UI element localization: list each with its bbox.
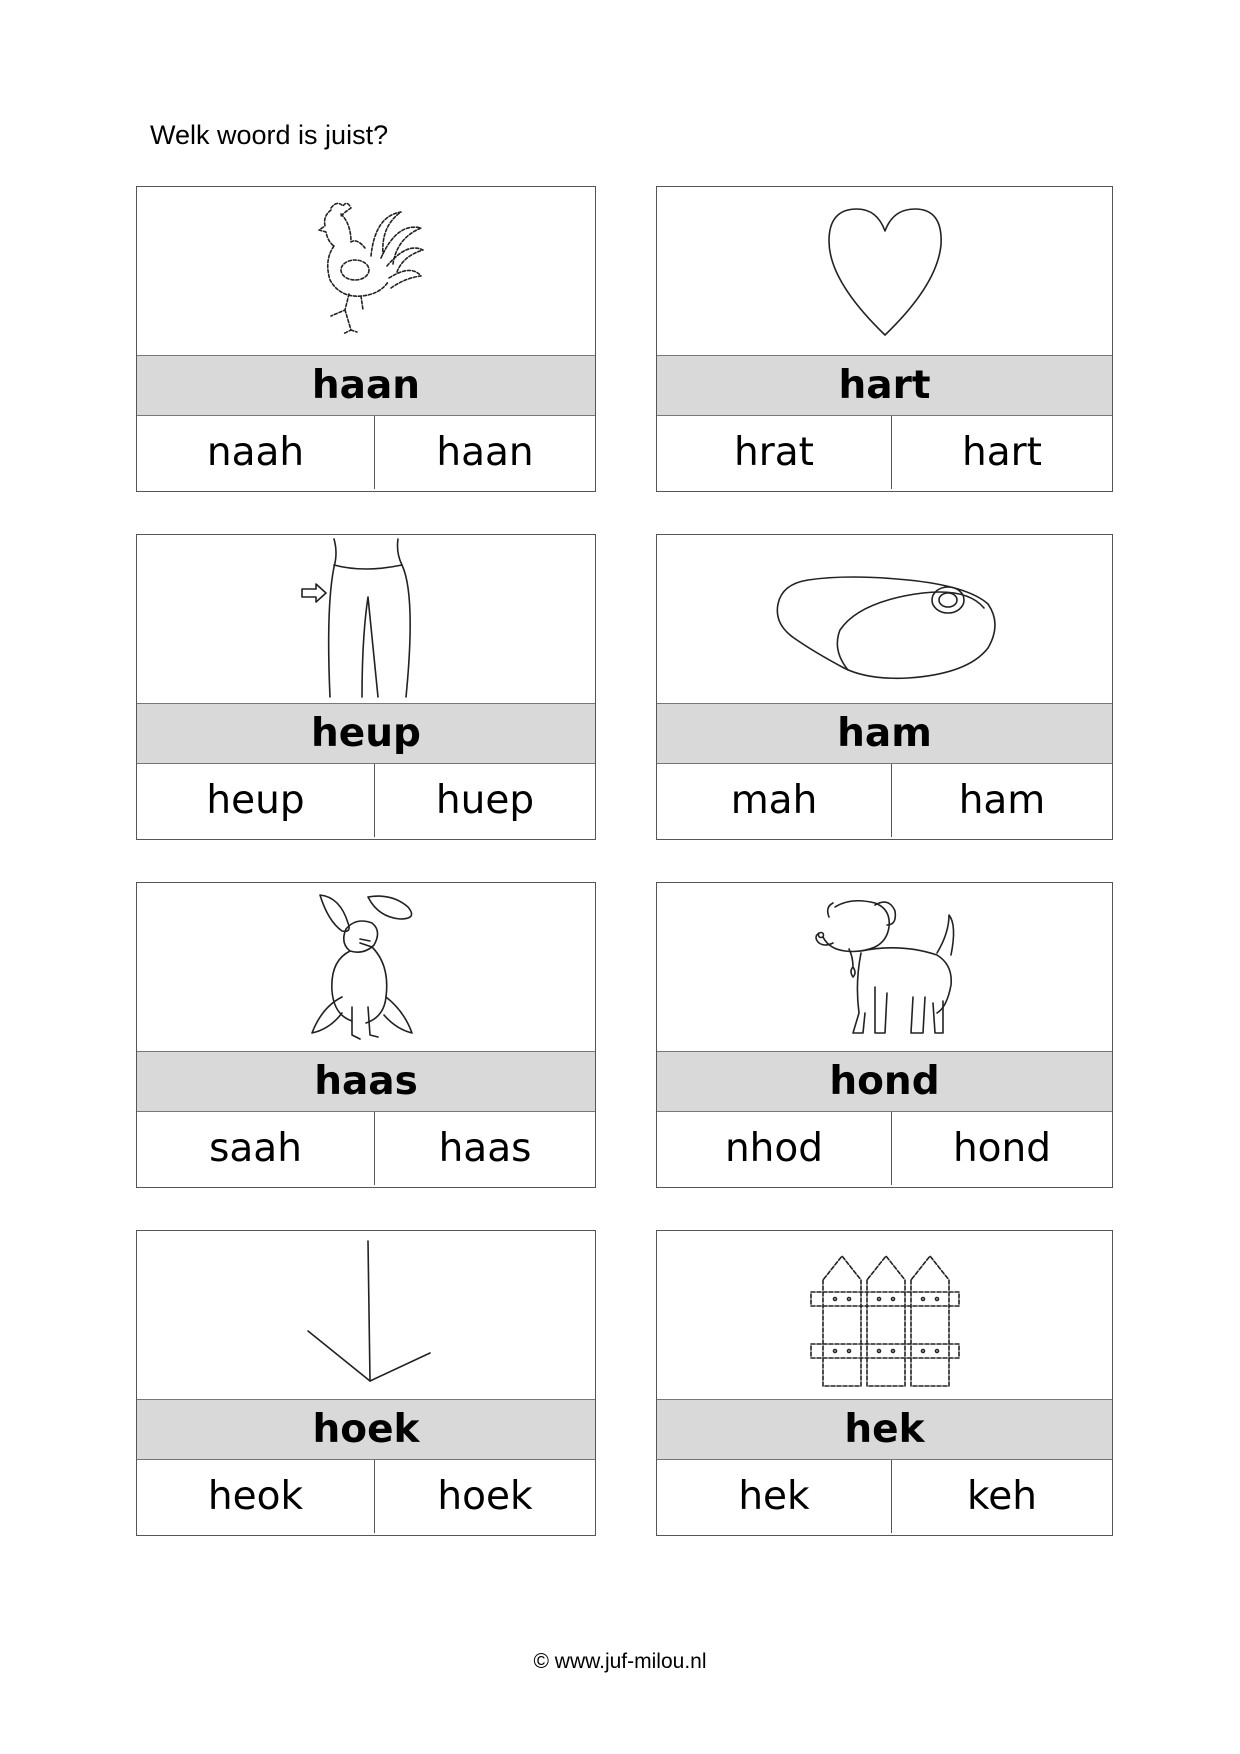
option-right-button[interactable]: ham (958, 778, 1046, 823)
word-card-hek (656, 1230, 1113, 1536)
option-right-button[interactable]: hart (962, 430, 1042, 475)
word-label: haan (137, 356, 595, 416)
word-card-haan (136, 186, 596, 492)
word-card-hart (656, 186, 1113, 492)
word-label: hoek (137, 1400, 595, 1460)
fence-picture (805, 1240, 965, 1390)
option-left-button[interactable]: hek (657, 1460, 892, 1533)
option-left-button[interactable]: nhod (657, 1112, 892, 1185)
option-right-button[interactable]: keh (967, 1474, 1037, 1519)
picture-area (657, 883, 1112, 1052)
dog-picture (805, 887, 965, 1047)
option-left-button[interactable]: saah (137, 1112, 375, 1185)
picture-area (137, 883, 595, 1052)
instruction-text: Welk woord is juist? (150, 120, 389, 150)
picture-area (657, 535, 1112, 704)
picture-area (137, 187, 595, 356)
word-label: ham (657, 704, 1112, 764)
word-label: hek (657, 1400, 1112, 1460)
option-right-button[interactable]: huep (435, 778, 535, 823)
word-card-hond (656, 882, 1113, 1188)
option-left-button[interactable]: mah (657, 764, 892, 837)
word-label: hond (657, 1052, 1112, 1112)
picture-area (137, 1231, 595, 1400)
picture-area (657, 1231, 1112, 1400)
option-left-button[interactable]: naah (137, 416, 375, 489)
picture-area (657, 187, 1112, 356)
word-card-heup (136, 534, 596, 840)
word-card-hoek (136, 1230, 596, 1536)
option-right-button[interactable]: hoek (437, 1474, 533, 1519)
option-left-button[interactable]: heok (137, 1460, 375, 1533)
corner-picture (296, 1231, 436, 1399)
option-right-button[interactable]: hond (952, 1126, 1052, 1171)
hip-picture (286, 535, 446, 703)
option-left-button[interactable]: heup (137, 764, 375, 837)
picture-area (137, 535, 595, 704)
option-right-button[interactable]: haan (436, 430, 534, 475)
word-label: heup (137, 704, 595, 764)
footer-copyright: © www.juf-milou.nl (533, 1650, 707, 1673)
word-label: hart (657, 356, 1112, 416)
heart-picture (815, 201, 955, 341)
option-right-button[interactable]: haas (438, 1126, 532, 1171)
word-label: haas (137, 1052, 595, 1112)
word-card-ham (656, 534, 1113, 840)
word-card-haas (136, 882, 596, 1188)
ham-picture (770, 554, 1000, 684)
option-left-button[interactable]: hrat (657, 416, 892, 489)
rooster-picture (301, 196, 431, 346)
hare-picture (306, 887, 426, 1047)
